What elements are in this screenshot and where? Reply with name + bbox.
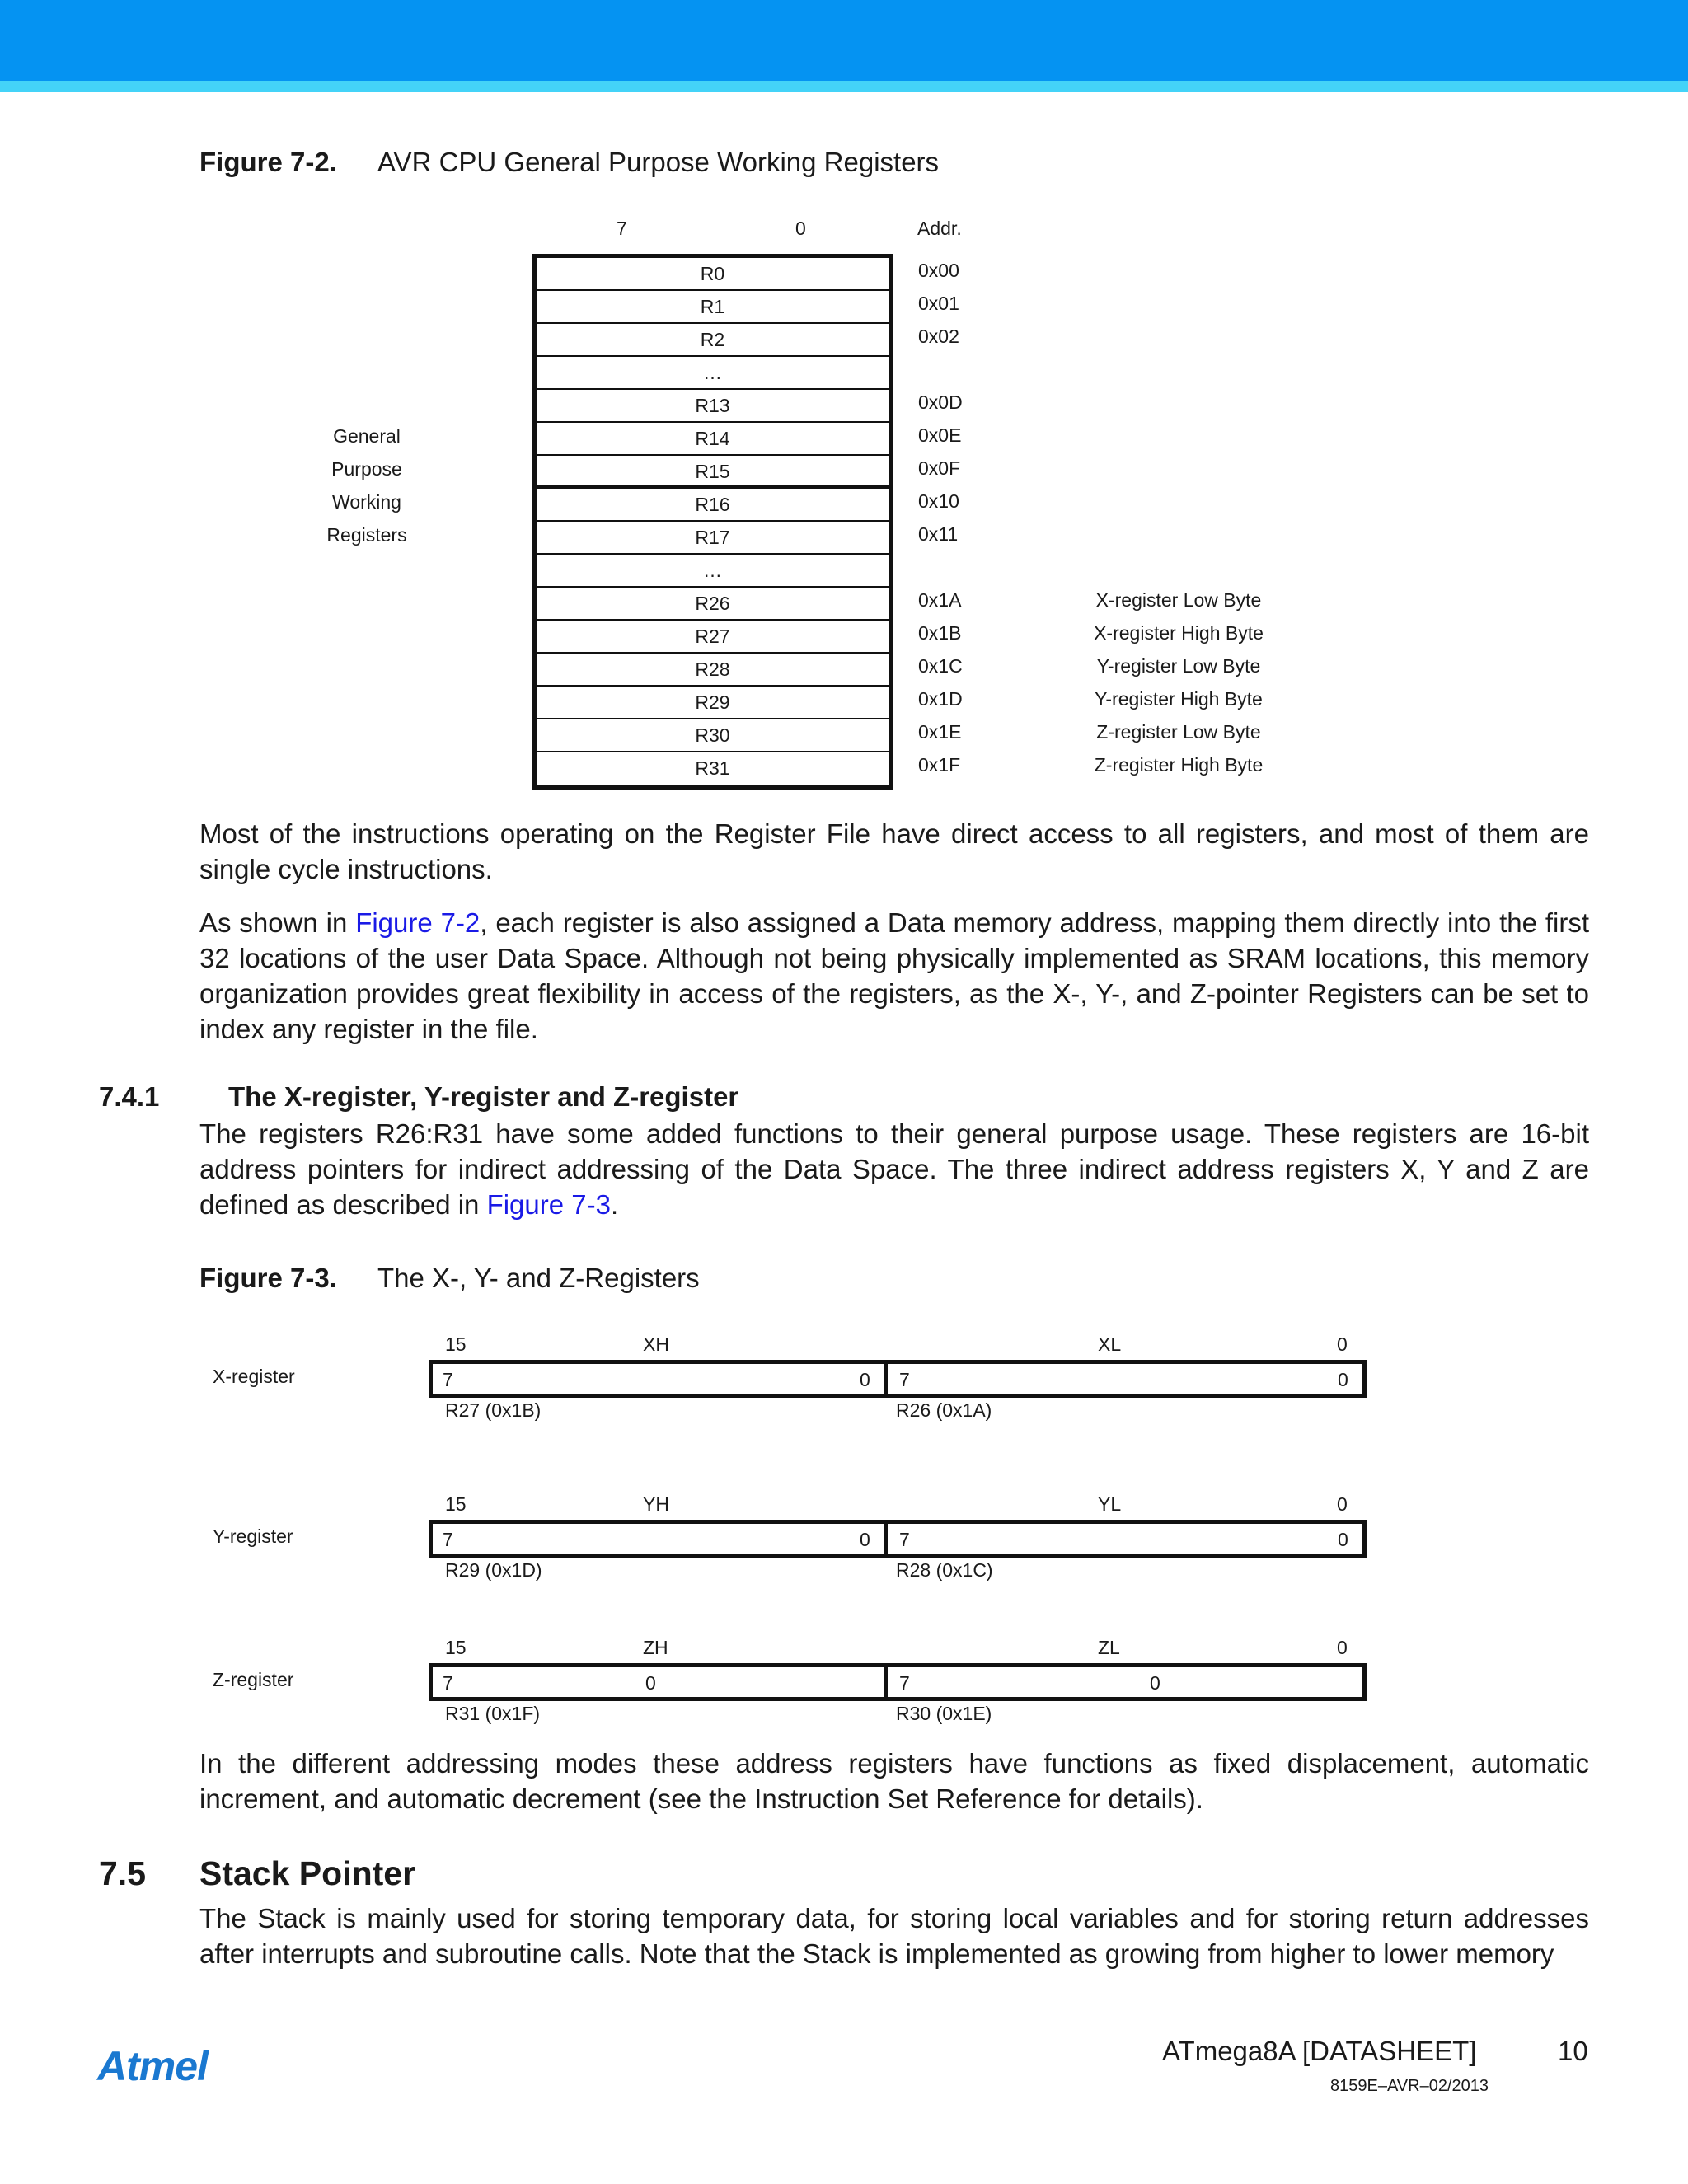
- address-cell: 0x01: [918, 293, 959, 314]
- register-cell: …: [537, 555, 889, 588]
- low-byte-name: XL: [1098, 1333, 1122, 1355]
- low-byte-register: R28 (0x1C): [896, 1559, 993, 1581]
- bit-label: 0: [1338, 1529, 1348, 1550]
- description-cell: [1071, 353, 1286, 386]
- description-cell: Z-register Low Byte: [1096, 721, 1261, 743]
- bit-label: 0: [1150, 1672, 1160, 1694]
- address-cell: 0x0F: [918, 457, 961, 479]
- bit-label: 7: [443, 1529, 453, 1550]
- section-number: 7.5: [99, 1854, 146, 1892]
- paragraph-text: , each register is also assigned a Data memory address, mapping them directly into the first 32 locations of the user Data Space. Although not being physically implemented as SRAM locations, this memory organization provides great flexibility in access of the registers, as the X-, Y-, and Z-pointer Registers can be set to index any register in the file.: [199, 907, 1590, 1044]
- register-cell: …: [537, 357, 889, 390]
- high-byte-name: ZH: [643, 1637, 668, 1658]
- address-cell: 0x11: [918, 523, 959, 545]
- bit-label: 0: [1338, 1369, 1348, 1390]
- address-cell: 0x0D: [918, 391, 963, 413]
- address-cell: [918, 551, 963, 583]
- low-byte-register: R26 (0x1A): [896, 1399, 992, 1421]
- low-byte-register: R30 (0x1E): [896, 1703, 992, 1724]
- register-cell: R16: [537, 489, 889, 522]
- bit-15-label: 15: [445, 1333, 467, 1355]
- register-pair-box: [429, 1520, 1367, 1558]
- register-cell: R15: [537, 456, 889, 489]
- section-number: 7.4.1: [99, 1081, 160, 1112]
- paragraph: [199, 1116, 1589, 1222]
- paragraph-text: The registers R26:R31 have some added functions to their general purpose usage. These registers are 16-bit address pointers for indirect addressing of the Data Space. The three indirect address registers X, Y and Z are defined as described in: [199, 1118, 1589, 1220]
- description-cell: [1071, 551, 1286, 583]
- description-column: [1071, 254, 1286, 781]
- description-cell: [1071, 287, 1286, 320]
- paragraph-text: .: [610, 1189, 619, 1220]
- section-heading: Stack Pointer: [199, 1854, 416, 1892]
- description-cell: Z-register High Byte: [1094, 754, 1264, 776]
- side-label-line: Purpose: [331, 458, 402, 480]
- paragraph: The Stack is mainly used for storing temporary data, for storing local variables and for storing return addresses after interrupts and subroutine calls. Note that the Stack is implemented as growing from higher to lower memory: [199, 1903, 1589, 1969]
- address-cell: 0x1C: [918, 655, 963, 677]
- register-name: Y-register: [213, 1526, 293, 1547]
- high-byte-name: XH: [643, 1333, 669, 1355]
- description-cell: X-register High Byte: [1094, 622, 1264, 644]
- bit-label: 7: [899, 1529, 910, 1550]
- paragraph-text: As shown in: [199, 907, 356, 938]
- bit-label: 7: [443, 1672, 453, 1694]
- register-cell: R31: [695, 757, 730, 779]
- bit-label: 0: [645, 1672, 656, 1694]
- address-cell: 0x1D: [918, 688, 963, 710]
- address-cell: 0x10: [918, 490, 959, 512]
- description-cell: X-register Low Byte: [1095, 589, 1262, 611]
- address-cell: 0x1B: [918, 622, 962, 644]
- section-heading: The X-register, Y-register and Z-register: [228, 1081, 739, 1112]
- header-bar: [0, 0, 1688, 81]
- low-byte-name: YL: [1098, 1493, 1122, 1515]
- address-cell: 0x02: [918, 326, 959, 347]
- description-cell: [1071, 320, 1286, 353]
- high-byte-name: YH: [643, 1493, 669, 1515]
- register-cell: R26: [537, 588, 889, 621]
- document-title: ATmega8A [DATASHEET]: [1162, 2036, 1477, 2066]
- figure-7-3-link[interactable]: Figure 7-3: [486, 1189, 611, 1220]
- page-number: 10: [1558, 2036, 1588, 2066]
- register-name: Z-register: [213, 1669, 294, 1690]
- bit-0-label: 0: [1337, 1637, 1348, 1658]
- high-byte-register: R31 (0x1F): [445, 1703, 541, 1724]
- description-cell: [1071, 386, 1286, 419]
- byte-divider: [884, 1360, 888, 1398]
- description-cell: [1071, 485, 1286, 518]
- side-label-line: Working: [332, 491, 401, 513]
- register-cell: R2: [537, 324, 889, 357]
- figure-label: Figure 7-2.: [199, 147, 337, 177]
- atmel-logo: Atmel: [97, 2043, 208, 2089]
- bit-7-label: 7: [617, 218, 627, 239]
- register-cell: R28: [537, 654, 889, 687]
- figure-title: The X-, Y- and Z-Registers: [377, 1263, 700, 1293]
- description-cell: Y-register High Byte: [1095, 688, 1263, 710]
- address-cell: 0x0E: [918, 424, 962, 446]
- byte-divider: [884, 1663, 888, 1701]
- register-cell: R29: [537, 687, 889, 719]
- address-cell: [918, 353, 963, 386]
- high-byte-register: R29 (0x1D): [445, 1559, 542, 1581]
- paragraph: In the different addressing modes these address registers have functions as fixed displacement, automatic increment, and automatic decrement (see the Instruction Set Reference for details).: [199, 1748, 1589, 1814]
- paragraph: [199, 905, 1589, 1047]
- figure-7-3-caption: [199, 1263, 700, 1294]
- address-cell: 0x1E: [918, 721, 962, 743]
- description-cell: [1071, 419, 1286, 452]
- address-column: [918, 254, 963, 781]
- address-cell: 0x1A: [918, 589, 962, 611]
- addr-header: Addr.: [917, 218, 962, 239]
- bit-label: 7: [899, 1369, 910, 1390]
- bit-label: 0: [860, 1529, 870, 1550]
- address-cell: 0x00: [918, 260, 959, 281]
- register-pair-box: [429, 1663, 1367, 1701]
- header-stripe: [0, 81, 1688, 92]
- description-cell: [1071, 254, 1286, 287]
- register-table: [532, 254, 893, 790]
- figure-7-2-caption: [199, 147, 940, 178]
- register-cell: R1: [537, 291, 889, 324]
- register-name: X-register: [213, 1366, 295, 1387]
- bit-label: 0: [860, 1369, 870, 1390]
- description-cell: [1071, 452, 1286, 485]
- register-cell: R14: [537, 423, 889, 456]
- bit-15-label: 15: [445, 1637, 467, 1658]
- bit-0-label: 0: [795, 218, 806, 239]
- register-cell: R0: [537, 258, 889, 291]
- figure-title: AVR CPU General Purpose Working Registers: [377, 147, 940, 177]
- low-byte-name: ZL: [1098, 1637, 1120, 1658]
- address-cell: 0x1F: [918, 754, 961, 776]
- byte-divider: [884, 1520, 888, 1558]
- bit-0-label: 0: [1337, 1333, 1348, 1355]
- register-cell: R13: [537, 390, 889, 423]
- register-group-label: [305, 419, 429, 551]
- register-cell: R27: [537, 621, 889, 654]
- figure-label: Figure 7-3.: [199, 1263, 337, 1293]
- high-byte-register: R27 (0x1B): [445, 1399, 542, 1421]
- figure-7-2-link[interactable]: Figure 7-2: [355, 907, 481, 938]
- description-cell: Y-register Low Byte: [1096, 655, 1261, 677]
- side-label-line: General: [333, 425, 401, 447]
- description-cell: [1071, 518, 1286, 551]
- paragraph: Most of the instructions operating on the Register File have direct access to all registers, and most of them are single cycle instructions.: [199, 818, 1589, 884]
- bit-0-label: 0: [1337, 1493, 1348, 1515]
- register-cell: R17: [537, 522, 889, 555]
- bit-label: 7: [443, 1369, 453, 1390]
- document-code: 8159E–AVR–02/2013: [1330, 2077, 1489, 2095]
- side-label-line: Registers: [326, 524, 407, 546]
- bit-label: 7: [899, 1672, 910, 1694]
- bit-15-label: 15: [445, 1493, 467, 1515]
- register-pair-box: [429, 1360, 1367, 1398]
- register-cell: R30: [537, 719, 889, 752]
